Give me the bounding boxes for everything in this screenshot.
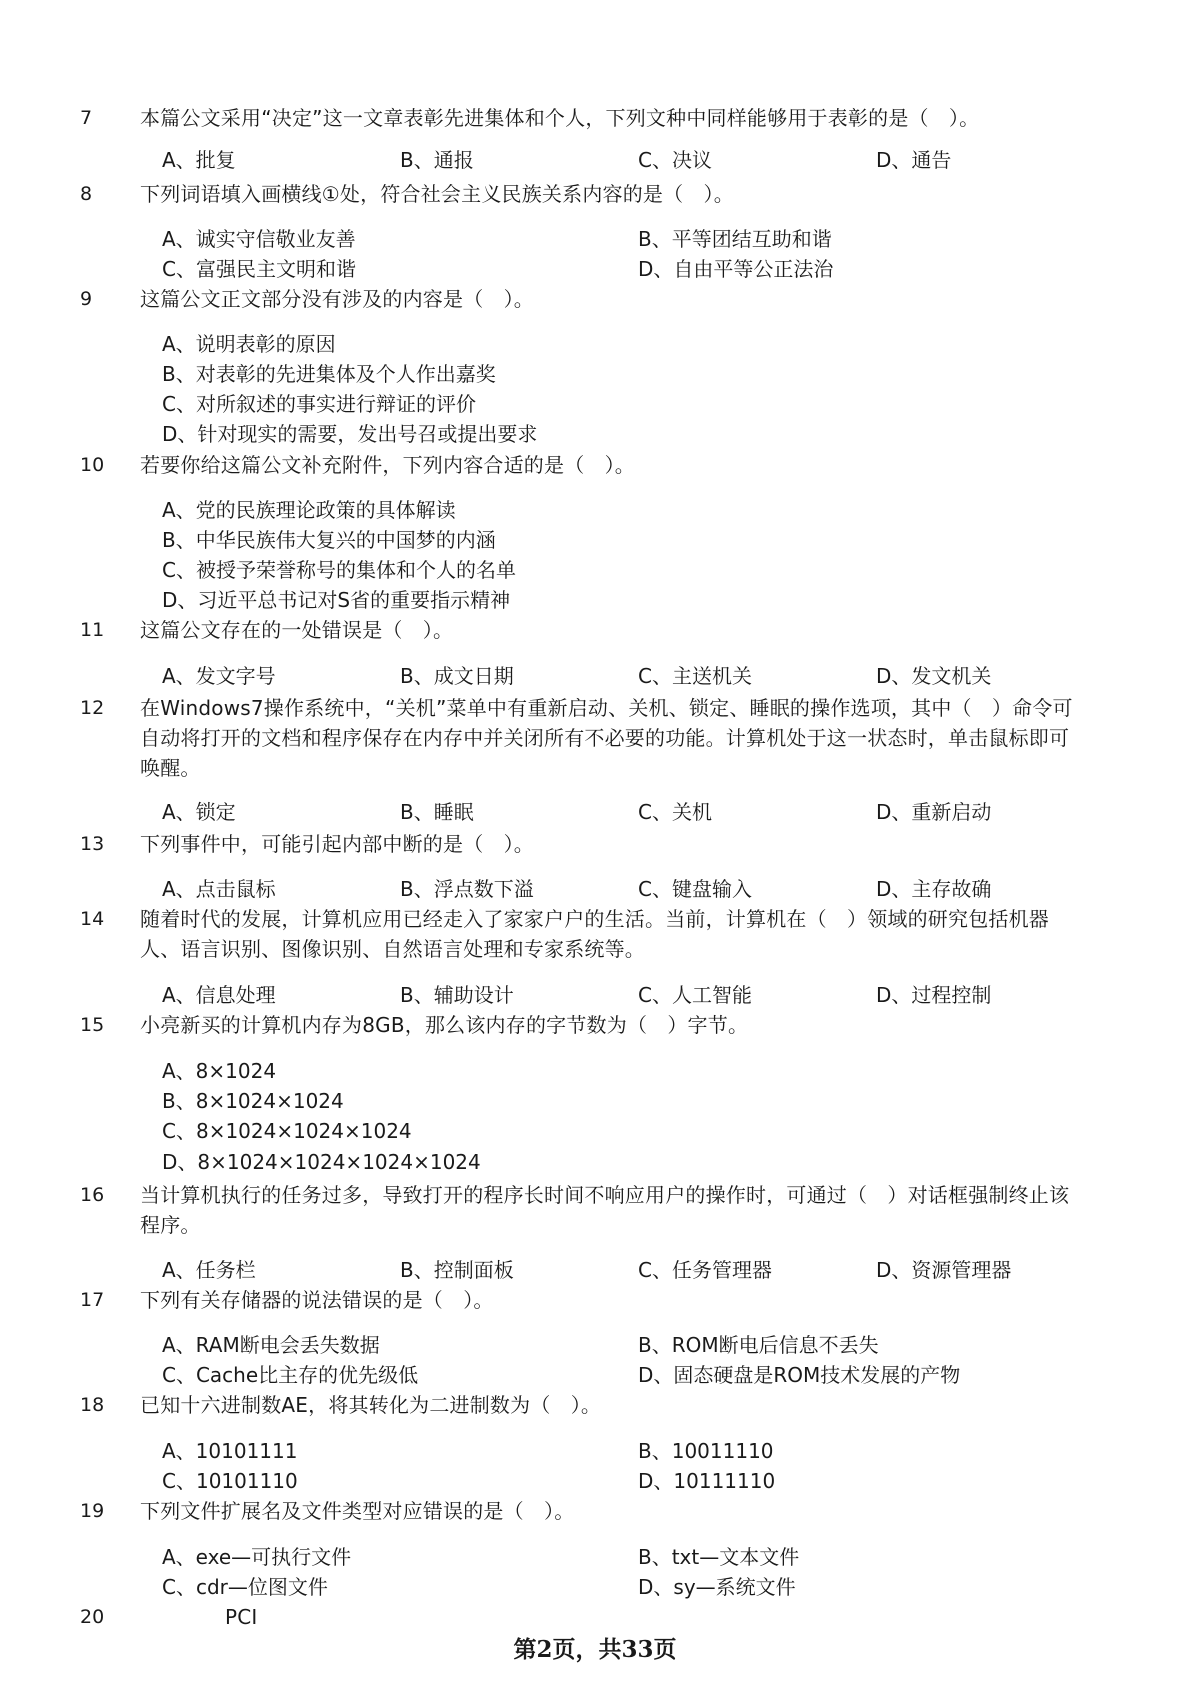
- option-b: B、10011110: [638, 1439, 774, 1463]
- option-c: C、对所叙述的事实进行辩证的评价: [162, 392, 476, 416]
- question-number: 10: [80, 454, 105, 476]
- question-number: 12: [80, 697, 105, 719]
- option-d: D、重新启动: [876, 800, 992, 824]
- question-stem: 本篇公文采用“决定”这一文章表彰先进集体和个人，下列文种中同样能够用于表彰的是（ ）。: [140, 106, 980, 130]
- question-number: 18: [80, 1394, 105, 1416]
- question-stem: 下列词语填入画横线①处，符合社会主义民族关系内容的是（ ）。: [140, 182, 734, 206]
- option-c: C、关机: [638, 800, 712, 824]
- question-number: 8: [80, 183, 93, 205]
- question-number: 15: [80, 1014, 105, 1036]
- option-c: C、键盘输入: [638, 877, 752, 901]
- option-b: B、辅助设计: [400, 983, 514, 1007]
- option-a: A、党的民族理论政策的具体解读: [162, 498, 456, 522]
- option-b: B、通报: [400, 148, 474, 172]
- option-b: B、睡眠: [400, 800, 474, 824]
- option-b: B、平等团结互助和谐: [638, 227, 832, 251]
- question-stem: 当计算机执行的任务过多，导致打开的程序长时间不响应用户的操作时，可通过（ ）对话框强制终止该程序。: [140, 1183, 1070, 1237]
- option-c: C、cdr—位图文件: [162, 1575, 328, 1599]
- option-a: A、8×1024: [162, 1059, 277, 1083]
- question-stem: 下列有关存储器的说法错误的是（ ）。: [140, 1288, 494, 1312]
- option-d: D、通告: [876, 148, 952, 172]
- option-d: D、固态硬盘是ROM技术发展的产物: [638, 1363, 961, 1387]
- option-a: A、任务栏: [162, 1258, 256, 1282]
- question-stem: 随着时代的发展，计算机应用已经走入了家家户户的生活。当前，计算机在（ ）领域的研究包括机器人、语言识别、图像识别、自然语言处理和专家系统等。: [140, 907, 1049, 961]
- option-b: B、对表彰的先进集体及个人作出嘉奖: [162, 362, 496, 386]
- option-a: A、RAM断电会丢失数据: [162, 1333, 380, 1357]
- question-number: 17: [80, 1289, 105, 1311]
- question-stem: 在Windows7操作系统中，“关机”菜单中有重新启动、关机、锁定、睡眠的操作选项，其中（ ）命令可自动将打开的文档和程序保存在内存中并关闭所有不必要的功能。计算机处于这一状态时，单击鼠标即可唤醒。: [140, 696, 1073, 780]
- question-number: 7: [80, 107, 93, 129]
- question-number: 13: [80, 833, 105, 855]
- question-stem: 下列事件中，可能引起内部中断的是（ ）。: [140, 832, 534, 856]
- option-c: C、8×1024×1024×1024: [162, 1119, 412, 1143]
- option-c: C、10101110: [162, 1469, 298, 1493]
- option-c: C、任务管理器: [638, 1258, 772, 1282]
- option-c: C、富强民主文明和谐: [162, 257, 356, 281]
- option-b: B、txt—文本文件: [638, 1545, 800, 1569]
- question-number: 11: [80, 619, 105, 641]
- option-b: B、控制面板: [400, 1258, 514, 1282]
- question-stem: 小亮新买的计算机内存为8GB，那么该内存的字节数为（ ）字节。: [140, 1013, 749, 1037]
- option-a: A、exe—可执行文件: [162, 1545, 352, 1569]
- option-d: D、资源管理器: [876, 1258, 1012, 1282]
- question-stem: 已知十六进制数AE，将其转化为二进制数为（ ）。: [140, 1393, 602, 1417]
- option-a: A、点击鼠标: [162, 877, 276, 901]
- option-a: A、10101111: [162, 1439, 298, 1463]
- question-number: 19: [80, 1500, 105, 1522]
- option-c: C、主送机关: [638, 664, 752, 688]
- option-c: C、人工智能: [638, 983, 752, 1007]
- page-footer: 第2页，共33页: [513, 1636, 677, 1663]
- option-b: B、8×1024×1024: [162, 1089, 344, 1113]
- question-number: 20: [80, 1606, 105, 1628]
- option-a: A、说明表彰的原因: [162, 332, 336, 356]
- question-number: 16: [80, 1184, 105, 1206]
- option-a: A、诚实守信敬业友善: [162, 227, 356, 251]
- question-stem: 这篇公文存在的一处错误是（ ）。: [140, 618, 454, 642]
- option-d: D、10111110: [638, 1469, 776, 1493]
- option-b: B、中华民族伟大复兴的中国梦的内涵: [162, 528, 496, 552]
- option-c: C、Cache比主存的优先级低: [162, 1363, 419, 1387]
- option-c: C、决议: [638, 148, 712, 172]
- question-number: 9: [80, 288, 93, 310]
- question-number: 14: [80, 908, 105, 930]
- option-a: A、发文字号: [162, 664, 276, 688]
- option-c: C、被授予荣誉称号的集体和个人的名单: [162, 558, 516, 582]
- option-d: D、8×1024×1024×1024×1024: [162, 1150, 481, 1174]
- option-d: D、发文机关: [876, 664, 992, 688]
- question-stem: 这篇公文正文部分没有涉及的内容是（ ）。: [140, 287, 534, 311]
- option-d: D、自由平等公正法治: [638, 257, 834, 281]
- question-stem: PCI: [225, 1605, 258, 1629]
- option-d: D、习近平总书记对S省的重要指示精神: [162, 588, 511, 612]
- question-stem: 若要你给这篇公文补充附件，下列内容合适的是（ ）。: [140, 453, 635, 477]
- question-stem: 下列文件扩展名及文件类型对应错误的是（ ）。: [140, 1499, 575, 1523]
- option-d: D、sy—系统文件: [638, 1575, 796, 1599]
- option-d: D、主存故确: [876, 877, 992, 901]
- option-b: B、浮点数下溢: [400, 877, 534, 901]
- option-d: D、针对现实的需要，发出号召或提出要求: [162, 422, 538, 446]
- option-a: A、锁定: [162, 800, 236, 824]
- option-d: D、过程控制: [876, 983, 992, 1007]
- option-b: B、成文日期: [400, 664, 514, 688]
- option-a: A、批复: [162, 148, 236, 172]
- option-b: B、ROM断电后信息不丢失: [638, 1333, 879, 1357]
- option-a: A、信息处理: [162, 983, 276, 1007]
